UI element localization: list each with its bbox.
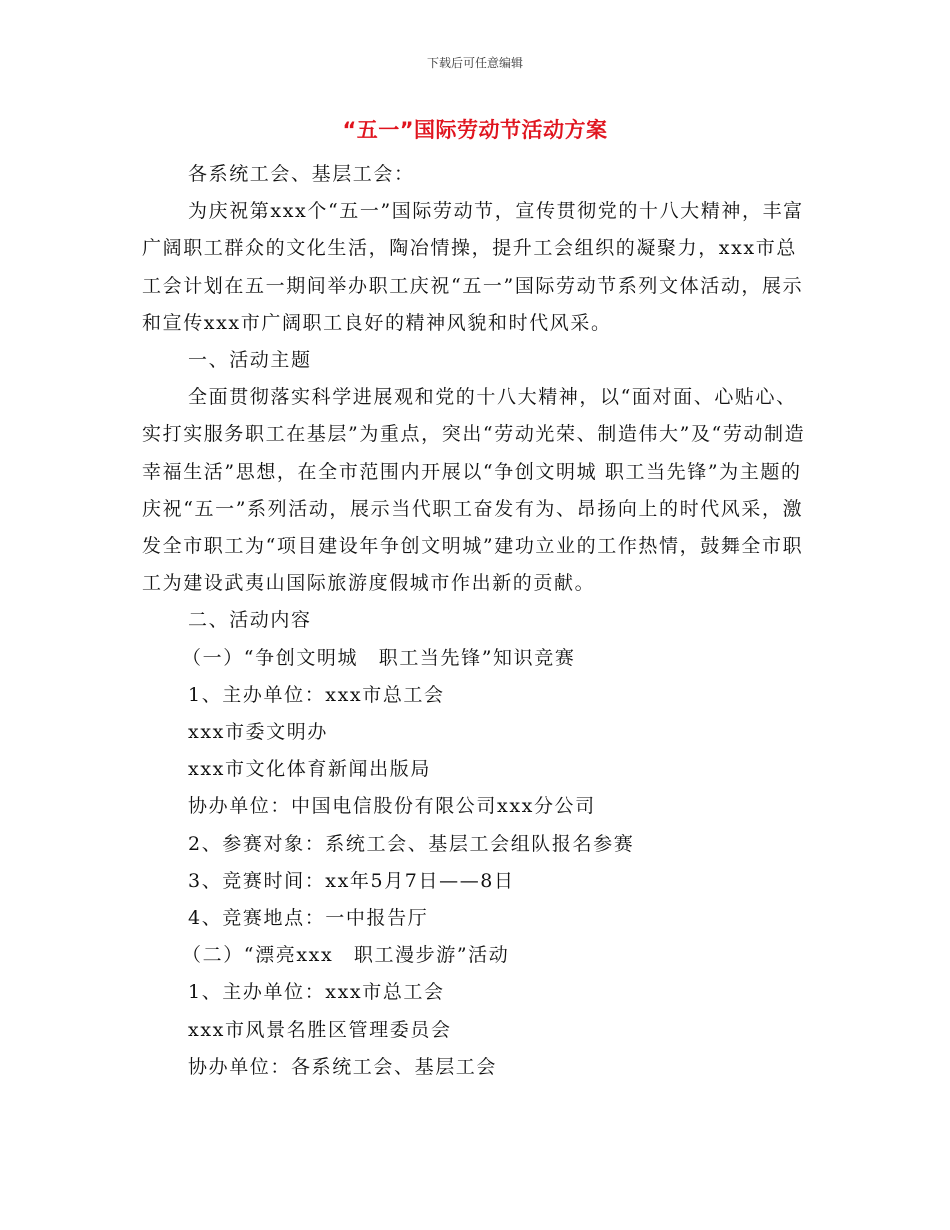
intro-paragraph: 为庆祝第xxx个“五一”国际劳动节，宣传贯彻党的十八大精神，丰富广阔职工群众的文化生活，陶冶情操，提升工会组织的凝聚力，xxx市总工会计划在五一期间举办职工庆祝“五一”国际劳动节系列文体活动，展示和宣传xxx市广阔职工良好的精神风貌和时代风采。 — [142, 200, 804, 334]
activity2-co-organizer: 协办单位：各系统工会、基层工会 — [188, 1055, 498, 1078]
activity1-organizer-cont1: xxx市委文明办 — [188, 721, 328, 744]
document-body — [142, 156, 810, 1086]
activity2-heading: （二）“漂亮xxx 职工漫步游”活动 — [182, 944, 510, 967]
salutation: 各系统工会、基层工会： — [188, 163, 415, 185]
page-header-note: 下载后可任意编辑 — [426, 56, 523, 70]
activity2-organizer: 1、主办单位：xxx市总工会 — [188, 981, 445, 1004]
activity1-heading: （一）“争创文明城 职工当先锋”知识竞赛 — [182, 646, 576, 669]
activity2-organizer-cont1: xxx市风景名胜区管理委员会 — [188, 1018, 452, 1041]
section1-paragraph: 全面贯彻落实科学进展观和党的十八大精神，以“面对面、心贴心、实打实服务职工在基层”为重点，突出“劳动光荣、制造伟大”及“劳动制造幸福生活”思想，在全市范围内开展以“争创文明城 职工当先锋”为主题的庆祝“五一”系列活动，展示当代职工奋发有为、昂扬向上的时代风采，激发全市职工为“项目建设年争创文明城”建功立业的工作热情，鼓舞全市职工为建设武夷山国际旅游度假城市作出新的贡献。 — [142, 386, 806, 595]
document-title: “五一”国际劳动节活动方案 — [342, 118, 608, 142]
activity1-co-organizer: 协办单位：中国电信股份有限公司xxx分公司 — [188, 795, 596, 818]
activity1-participants: 2、参赛对象：系统工会、基层工会组队报名参赛 — [188, 832, 635, 855]
activity1-organizer: 1、主办单位：xxx市总工会 — [188, 683, 445, 706]
section2-heading: 二、活动内容 — [188, 609, 312, 632]
section1-heading: 一、活动主题 — [188, 349, 312, 372]
activity1-organizer-cont2: xxx市文化体育新闻出版局 — [188, 758, 431, 781]
activity1-location: 4、竞赛地点：一中报告厅 — [188, 907, 429, 930]
activity1-time: 3、竞赛时间：xx年5月7日——8日 — [188, 869, 515, 892]
